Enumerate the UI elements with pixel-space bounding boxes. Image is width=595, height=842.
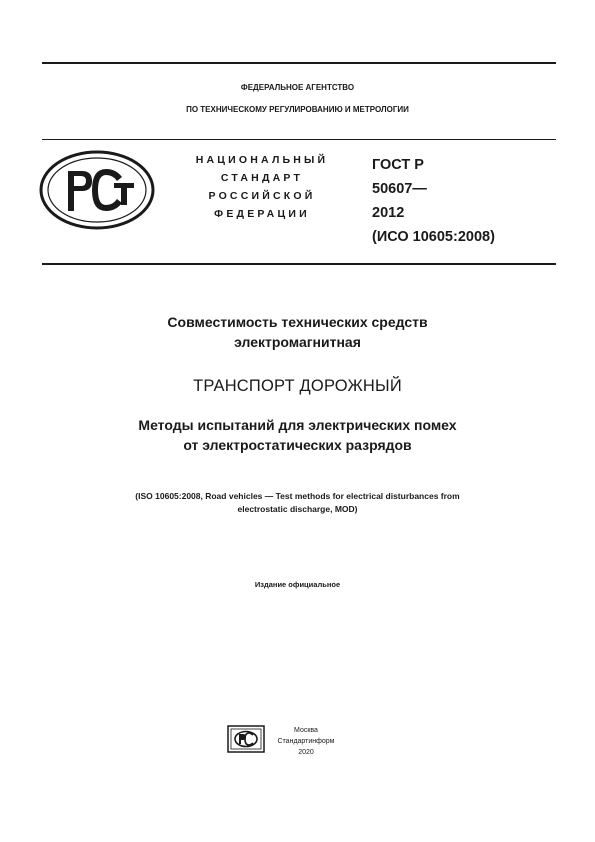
agency-line-2: ПО ТЕХНИЧЕСКОМУ РЕГУЛИРОВАНИЮ И МЕТРОЛОГИИ <box>186 105 409 114</box>
header-rule <box>42 139 556 140</box>
iso-reference-line-2: electrostatic discharge, MOD) <box>237 504 358 514</box>
designation-rule <box>42 263 556 265</box>
publisher-city: Москва <box>294 727 318 734</box>
designation-line-3: 2012 <box>372 205 405 221</box>
designation-line-2: 50607— <box>372 181 427 197</box>
designation-line-1: ГОСТ Р <box>372 157 424 173</box>
title-line-3: ТРАНСПОРТ ДОРОЖНЫЙ <box>193 377 402 395</box>
standard-kind-line-3: РОССИЙСКОЙ <box>208 190 316 202</box>
standard-kind-line-2: СТАНДАРТ <box>220 172 304 184</box>
title-line-4: Методы испытаний для электрических помех <box>138 417 457 433</box>
top-rule <box>42 62 556 64</box>
publisher-name: Стандартинформ <box>277 738 335 745</box>
standartinform-logo-icon <box>227 725 265 753</box>
designation-line-4: (ИСО 10605:2008) <box>372 229 495 245</box>
edition-label: Издание официальное <box>254 580 341 589</box>
title-line-2: электромагнитная <box>234 334 361 350</box>
standard-kind-line-4: ФЕДЕРАЦИИ <box>214 208 310 220</box>
rst-certification-logo-icon <box>38 149 156 231</box>
agency-line-1: ФЕДЕРАЛЬНОЕ АГЕНТСТВО <box>240 83 355 92</box>
standard-kind-line-1: НАЦИОНАЛЬНЫЙ <box>195 154 329 166</box>
title-line-1: Совместимость технических средств <box>167 314 428 330</box>
iso-reference-line-1: (ISO 10605:2008, Road vehicles — Test methods for electrical disturbances from <box>135 491 460 501</box>
title-line-5: от электростатических разрядов <box>183 437 412 453</box>
publisher-year: 2020 <box>298 749 314 756</box>
